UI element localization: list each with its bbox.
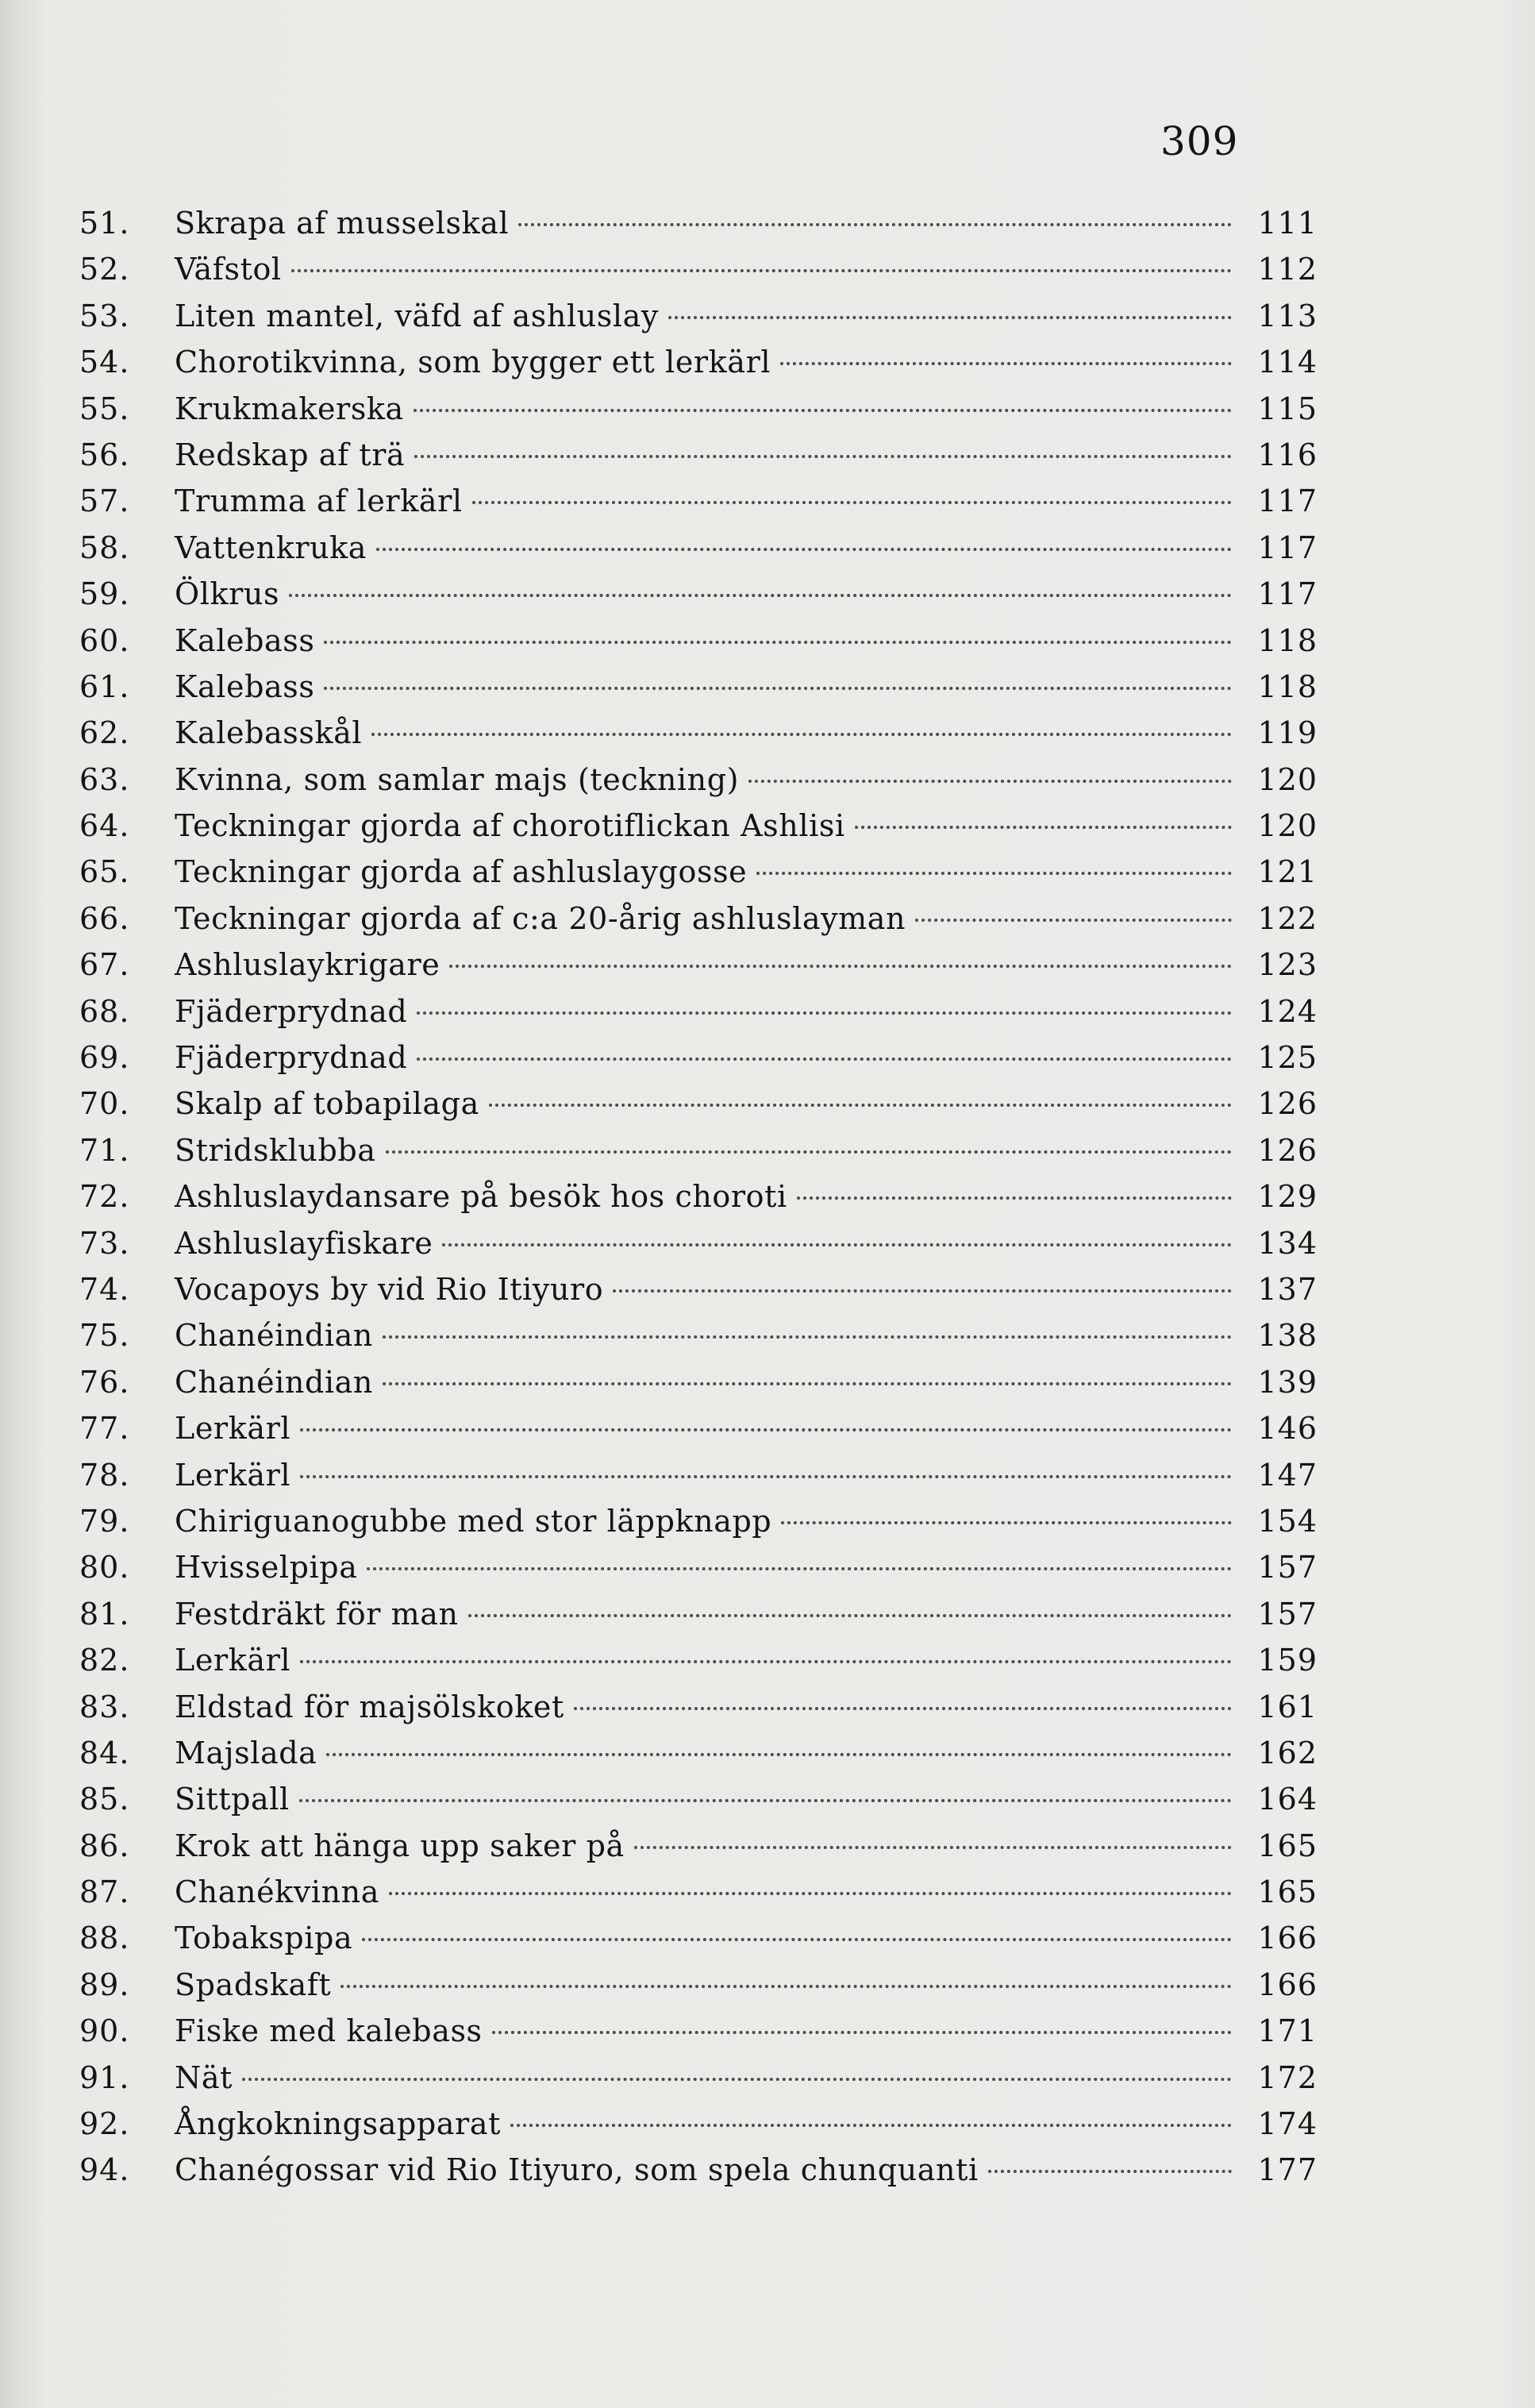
leader-dots xyxy=(668,316,1232,319)
leader-dots xyxy=(300,1428,1232,1431)
leader-dots xyxy=(300,1660,1232,1663)
entry-number: 83. xyxy=(79,1689,130,1724)
list-item xyxy=(79,386,1318,432)
entry-page-reference: 159 xyxy=(1257,1643,1318,1678)
entry-page-reference: 161 xyxy=(1257,1689,1318,1724)
entry-page-reference: 117 xyxy=(1257,484,1318,519)
entry-title: Liten mantel, väfd af ashluslay xyxy=(175,298,659,333)
leader-dots xyxy=(797,1196,1232,1200)
entry-number: 62. xyxy=(79,715,130,751)
leader-dots xyxy=(855,826,1232,829)
leader-dots xyxy=(915,919,1232,922)
list-item xyxy=(79,988,1318,1034)
entry-page-reference: 118 xyxy=(1257,668,1318,704)
entry-number: 55. xyxy=(79,391,130,426)
entry-title: Teckningar gjorda af c:a 20-årig ashluslayman xyxy=(175,900,906,936)
leader-dots xyxy=(613,1289,1232,1293)
entry-number: 79. xyxy=(79,1503,130,1539)
list-item xyxy=(79,664,1318,710)
entry-title: Lerkärl xyxy=(175,1457,291,1493)
leader-dots xyxy=(362,1938,1232,1941)
entry-number: 94. xyxy=(79,2152,130,2188)
entry-page-reference: 117 xyxy=(1257,576,1318,612)
entry-title: Chanéindian xyxy=(175,1318,374,1354)
entry-number: 81. xyxy=(79,1596,130,1632)
entry-page-reference: 172 xyxy=(1257,2059,1318,2095)
list-item xyxy=(79,432,1318,478)
entry-number: 67. xyxy=(79,947,130,983)
entry-title: Krok att hänga upp saker på xyxy=(175,1828,625,1863)
leader-dots xyxy=(417,1058,1232,1061)
entry-title: Stridsklubba xyxy=(175,1132,376,1168)
entry-number: 80. xyxy=(79,1550,130,1585)
entry-number: 54. xyxy=(79,345,130,380)
list-item xyxy=(79,293,1318,339)
leader-dots xyxy=(414,409,1232,412)
entry-page-reference: 162 xyxy=(1257,1735,1318,1770)
leader-dots xyxy=(492,2031,1232,2034)
entry-page-reference: 126 xyxy=(1257,1086,1318,1122)
entry-page-reference: 113 xyxy=(1257,298,1318,333)
leader-dots xyxy=(291,269,1232,272)
entry-page-reference: 129 xyxy=(1257,1179,1318,1215)
list-item xyxy=(79,803,1318,849)
leader-dots xyxy=(634,1846,1232,1849)
list-item xyxy=(79,1637,1318,1683)
entry-page-reference: 154 xyxy=(1257,1503,1318,1539)
entry-title: Trumma af lerkärl xyxy=(175,484,463,519)
leader-dots xyxy=(326,1753,1232,1756)
entry-title: Ölkrus xyxy=(175,576,280,612)
entry-number: 65. xyxy=(79,854,130,890)
entry-page-reference: 115 xyxy=(1257,391,1318,426)
entry-number: 90. xyxy=(79,2013,130,2049)
entry-title: Väfstol xyxy=(175,252,282,287)
list-item xyxy=(79,1127,1318,1173)
entry-number: 60. xyxy=(79,622,130,658)
entry-title: Spadskaft xyxy=(175,1967,332,2002)
leader-dots xyxy=(756,872,1232,875)
entry-title: Eldstad för majsölskoket xyxy=(175,1689,564,1724)
leader-dots xyxy=(472,501,1232,504)
leader-dots xyxy=(510,2124,1232,2127)
entry-title: Festdräkt för man xyxy=(175,1596,459,1632)
entry-page-reference: 177 xyxy=(1257,2152,1318,2188)
entry-number: 51. xyxy=(79,206,130,241)
entry-number: 69. xyxy=(79,1040,130,1076)
list-item xyxy=(79,1405,1318,1451)
entry-number: 86. xyxy=(79,1828,130,1863)
entry-title: Chiriguanogubbe med stor läppknapp xyxy=(175,1503,772,1539)
entry-page-reference: 112 xyxy=(1257,252,1318,287)
list-item xyxy=(79,1266,1318,1312)
leader-dots xyxy=(417,1011,1232,1015)
entry-title: Chorotikvinna, som bygger ett lerkärl xyxy=(175,345,771,380)
entry-title: Ashluslaykrigare xyxy=(175,947,440,983)
leader-dots xyxy=(324,687,1232,690)
list-item xyxy=(79,896,1318,942)
leader-dots xyxy=(383,1382,1232,1385)
entry-title: Vocapoys by vid Rio Itiyuro xyxy=(175,1271,604,1307)
entry-title: Teckningar gjorda af ashluslaygosse xyxy=(175,854,748,890)
entry-number: 84. xyxy=(79,1735,130,1770)
entry-number: 57. xyxy=(79,484,130,519)
entry-page-reference: 165 xyxy=(1257,1828,1318,1863)
leader-dots xyxy=(518,223,1232,226)
leader-dots xyxy=(489,1104,1232,1107)
entry-title: Kalebasskål xyxy=(175,715,363,751)
leader-dots xyxy=(414,455,1232,458)
leader-dots xyxy=(574,1707,1232,1710)
list-item xyxy=(79,1730,1318,1776)
entry-number: 71. xyxy=(79,1132,130,1168)
entry-number: 82. xyxy=(79,1643,130,1678)
list-item xyxy=(79,1544,1318,1590)
list-item xyxy=(79,942,1318,988)
entry-title: Chanékvinna xyxy=(175,1874,380,1910)
list-item xyxy=(79,2147,1318,2193)
entry-title: Fjäderprydnad xyxy=(175,1040,408,1076)
entry-page-reference: 137 xyxy=(1257,1271,1318,1307)
list-item xyxy=(79,849,1318,895)
leader-dots xyxy=(748,780,1232,783)
entry-number: 72. xyxy=(79,1179,130,1215)
leader-dots xyxy=(389,1892,1232,1895)
entry-title: Ångkokningsapparat xyxy=(175,2106,501,2142)
entry-page-reference: 114 xyxy=(1257,345,1318,380)
entry-number: 78. xyxy=(79,1457,130,1493)
list-item xyxy=(79,1173,1318,1219)
entry-title: Hvisselpipa xyxy=(175,1550,358,1585)
entry-number: 85. xyxy=(79,1782,130,1817)
entry-title: Kalebass xyxy=(175,668,315,704)
list-item xyxy=(79,525,1318,571)
leader-dots xyxy=(242,2078,1232,2081)
leader-dots xyxy=(376,548,1232,551)
entry-page-reference: 157 xyxy=(1257,1550,1318,1585)
list-item xyxy=(79,1312,1318,1358)
leader-dots xyxy=(367,1567,1232,1570)
entry-page-reference: 116 xyxy=(1257,437,1318,472)
list-item xyxy=(79,1591,1318,1637)
leader-dots xyxy=(988,2170,1232,2173)
entry-title: Nät xyxy=(175,2059,233,2095)
entry-number: 59. xyxy=(79,576,130,612)
entry-title: Fiske med kalebass xyxy=(175,2013,483,2049)
entry-title: Ashluslayfiskare xyxy=(175,1225,433,1261)
entry-number: 89. xyxy=(79,1967,130,2002)
entry-title: Chanégossar vid Rio Itiyuro, som spela chunquanti xyxy=(175,2152,979,2188)
entry-page-reference: 122 xyxy=(1257,900,1318,936)
entry-number: 91. xyxy=(79,2059,130,2095)
entry-title: Krukmakerska xyxy=(175,391,404,426)
entry-number: 53. xyxy=(79,298,130,333)
list-item xyxy=(79,1034,1318,1081)
list-item xyxy=(79,2008,1318,2054)
leader-dots xyxy=(324,641,1232,644)
entry-page-reference: 126 xyxy=(1257,1132,1318,1168)
table-of-illustrations xyxy=(79,200,1318,2194)
entry-number: 63. xyxy=(79,761,130,797)
entry-title: Tobakspipa xyxy=(175,1921,353,1956)
entry-page-reference: 123 xyxy=(1257,947,1318,983)
list-item xyxy=(79,1220,1318,1266)
leader-dots xyxy=(449,965,1232,968)
list-item xyxy=(79,2101,1318,2147)
leader-dots xyxy=(300,1475,1232,1478)
entry-page-reference: 166 xyxy=(1257,1921,1318,1956)
entry-number: 56. xyxy=(79,437,130,472)
entry-page-reference: 157 xyxy=(1257,1596,1318,1632)
entry-page-reference: 139 xyxy=(1257,1364,1318,1400)
list-item xyxy=(79,1915,1318,1961)
leader-dots xyxy=(371,733,1232,736)
entry-number: 61. xyxy=(79,668,130,704)
entry-page-reference: 117 xyxy=(1257,530,1318,565)
entry-number: 58. xyxy=(79,530,130,565)
entry-title: Sittpall xyxy=(175,1782,290,1817)
entry-number: 92. xyxy=(79,2106,130,2142)
entry-number: 74. xyxy=(79,1271,130,1307)
entry-page-reference: 124 xyxy=(1257,993,1318,1029)
list-item xyxy=(79,246,1318,292)
entry-title: Teckningar gjorda af chorotiflickan Ashlisi xyxy=(175,808,845,844)
list-item xyxy=(79,478,1318,524)
entry-page-reference: 166 xyxy=(1257,1967,1318,2002)
entry-page-reference: 138 xyxy=(1257,1318,1318,1354)
list-item xyxy=(79,710,1318,756)
entry-page-reference: 171 xyxy=(1257,2013,1318,2049)
list-item xyxy=(79,2055,1318,2101)
list-item xyxy=(79,339,1318,385)
entry-number: 87. xyxy=(79,1874,130,1910)
list-item xyxy=(79,1962,1318,2008)
list-item xyxy=(79,571,1318,617)
entry-page-reference: 125 xyxy=(1257,1040,1318,1076)
entry-title: Lerkärl xyxy=(175,1643,291,1678)
entry-page-reference: 120 xyxy=(1257,761,1318,797)
entry-page-reference: 119 xyxy=(1257,715,1318,751)
entry-page-reference: 120 xyxy=(1257,808,1318,844)
entry-page-reference: 111 xyxy=(1257,206,1318,241)
entry-title: Kvinna, som samlar majs (teckning) xyxy=(175,761,740,797)
entry-title: Fjäderprydnad xyxy=(175,993,408,1029)
list-item xyxy=(79,1498,1318,1544)
leader-dots xyxy=(383,1335,1232,1339)
entry-title: Redskap af trä xyxy=(175,437,406,472)
list-item xyxy=(79,1869,1318,1915)
leader-dots xyxy=(386,1150,1232,1154)
entry-title: Vattenkruka xyxy=(175,530,367,565)
entry-page-reference: 121 xyxy=(1257,854,1318,890)
entry-number: 73. xyxy=(79,1225,130,1261)
entry-number: 88. xyxy=(79,1921,130,1956)
leader-dots xyxy=(442,1243,1232,1246)
entry-number: 64. xyxy=(79,808,130,844)
entry-number: 70. xyxy=(79,1086,130,1122)
leader-dots xyxy=(780,362,1232,365)
leader-dots xyxy=(299,1799,1232,1802)
entry-page-reference: 164 xyxy=(1257,1782,1318,1817)
entry-page-reference: 165 xyxy=(1257,1874,1318,1910)
list-item xyxy=(79,1684,1318,1730)
entry-page-reference: 147 xyxy=(1257,1457,1318,1493)
list-item xyxy=(79,1452,1318,1498)
leader-dots xyxy=(289,594,1232,597)
entry-title: Lerkärl xyxy=(175,1411,291,1447)
leader-dots xyxy=(340,1985,1232,1988)
entry-page-reference: 118 xyxy=(1257,622,1318,658)
entry-number: 75. xyxy=(79,1318,130,1354)
list-item xyxy=(79,1776,1318,1822)
entry-title: Chanéindian xyxy=(175,1364,374,1400)
list-item xyxy=(79,1081,1318,1127)
list-item xyxy=(79,618,1318,664)
entry-title: Ashluslaydansare på besök hos choroti xyxy=(175,1179,787,1215)
page-number: 309 xyxy=(1160,118,1239,164)
entry-page-reference: 174 xyxy=(1257,2106,1318,2142)
entry-number: 66. xyxy=(79,900,130,936)
list-item xyxy=(79,200,1318,246)
entry-number: 52. xyxy=(79,252,130,287)
entry-number: 68. xyxy=(79,993,130,1029)
entry-page-reference: 134 xyxy=(1257,1225,1318,1261)
entry-title: Kalebass xyxy=(175,622,315,658)
entry-title: Skalp af tobapilaga xyxy=(175,1086,479,1122)
list-item xyxy=(79,1823,1318,1869)
entry-title: Skrapa af musselskal xyxy=(175,206,510,241)
leader-dots xyxy=(781,1521,1232,1524)
list-item xyxy=(79,1359,1318,1405)
entry-number: 76. xyxy=(79,1364,130,1400)
entry-number: 77. xyxy=(79,1411,130,1447)
leader-dots xyxy=(468,1614,1232,1617)
entry-page-reference: 146 xyxy=(1257,1411,1318,1447)
entry-title: Majslada xyxy=(175,1735,317,1770)
list-item xyxy=(79,757,1318,803)
